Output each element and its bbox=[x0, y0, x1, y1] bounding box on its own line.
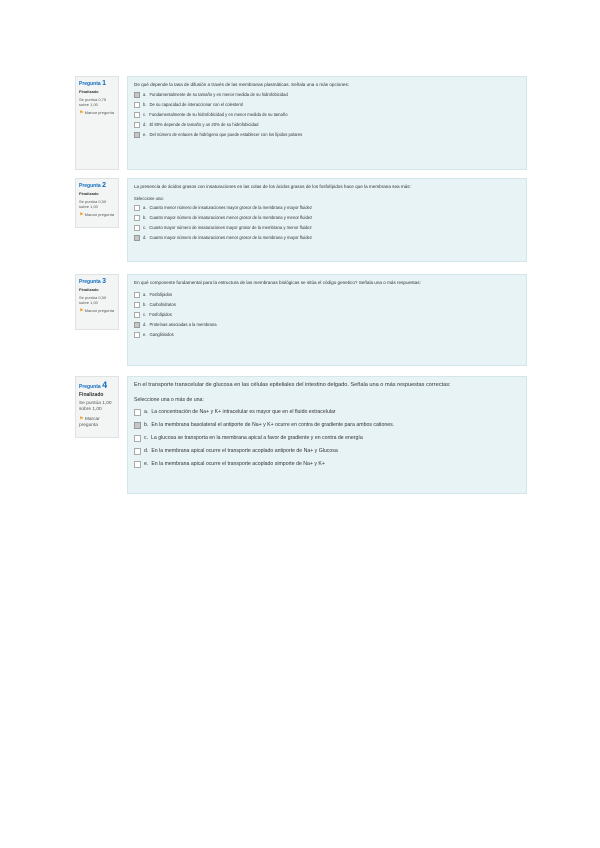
flag-question-link[interactable]: ⚑ Marcar pregunta bbox=[79, 212, 114, 218]
answer-list bbox=[134, 205, 520, 241]
answer-option[interactable]: b. Carbohidratos bbox=[134, 302, 520, 308]
checkbox[interactable] bbox=[134, 322, 140, 328]
question-content bbox=[127, 76, 527, 170]
question-3 bbox=[75, 274, 527, 366]
question-info bbox=[75, 76, 119, 170]
question-number: Pregunta 3 bbox=[79, 278, 106, 285]
answer-option[interactable]: b. En la membrana basolateral el antiporte de Na+ y K+ ocurre en contra de gradiente para ambos cationes. bbox=[134, 422, 520, 429]
question-grade: Se puntúa 0,75 sobre 1,00 bbox=[79, 97, 107, 107]
flag-question-link[interactable]: ⚑ Marcar pregunta bbox=[79, 416, 100, 428]
question-number: Pregunta 2 bbox=[79, 182, 106, 189]
radio-button[interactable] bbox=[134, 225, 140, 231]
checkbox[interactable] bbox=[134, 461, 141, 468]
question-state: Finalizado bbox=[79, 287, 99, 292]
flag-icon: ⚑ bbox=[79, 110, 84, 116]
radio-button[interactable] bbox=[134, 215, 140, 221]
question-content bbox=[127, 178, 527, 262]
checkbox[interactable] bbox=[134, 102, 140, 108]
checkbox[interactable] bbox=[134, 92, 140, 98]
checkbox[interactable] bbox=[134, 302, 140, 308]
flag-question-link[interactable]: ⚑ Marcar pregunta bbox=[79, 110, 114, 116]
question-content bbox=[127, 274, 527, 366]
answer-option[interactable]: c. Fosfolípidos bbox=[134, 312, 520, 318]
question-grade: Se puntúa 1,00 sobre 1,00 bbox=[79, 401, 112, 412]
answer-option[interactable]: a. Cuanto menor número de insaturaciones mayor grosor de la membrana y mayor fluidez bbox=[134, 205, 520, 211]
question-2 bbox=[75, 178, 527, 262]
answer-option[interactable]: d. En la membrana apical ocurre el transporte acoplado antiporte de Na+ y Glucosa bbox=[134, 448, 520, 455]
answer-option[interactable]: a. Fundamentalmente de su tamaño y en menor medida de su hidrofobicidad bbox=[134, 92, 520, 98]
flag-question-link[interactable]: ⚑ Marcar pregunta bbox=[79, 308, 114, 314]
checkbox[interactable] bbox=[134, 332, 140, 338]
question-content bbox=[127, 376, 527, 494]
question-state: Finalizado bbox=[79, 191, 99, 196]
answer-option[interactable]: d. Proteínas asociadas a la membrana bbox=[134, 322, 520, 328]
question-1 bbox=[75, 76, 527, 170]
answer-option[interactable]: e. Gangliósidos bbox=[134, 332, 520, 338]
answer-option[interactable]: c. Cuanto mayor número de insaturaciones mayor grosor de la membrana y menor fluidez bbox=[134, 225, 520, 231]
question-info bbox=[75, 178, 119, 228]
checkbox[interactable] bbox=[134, 422, 141, 429]
answer-option[interactable]: a. La concentración de Na+ y K+ intracelular es mayor que en el fluido extracelular bbox=[134, 409, 520, 416]
answer-list bbox=[134, 292, 520, 338]
question-grade: Se puntúa 0,50 sobre 1,00 bbox=[79, 295, 107, 305]
question-state: Finalizado bbox=[79, 89, 99, 94]
question-number: Pregunta 1 bbox=[79, 80, 106, 87]
question-text: En el transporte transcelular de glucosa en las células epiteliales del intestino delgado. Señala una o más respuestas correctas: bbox=[134, 382, 451, 388]
question-4 bbox=[75, 376, 527, 494]
checkbox[interactable] bbox=[134, 112, 140, 118]
checkbox[interactable] bbox=[134, 122, 140, 128]
radio-button[interactable] bbox=[134, 235, 140, 241]
answer-option[interactable]: d. Cuanto mayor número de insaturaciones menor grosor de la membrana y mayor fluidez bbox=[134, 235, 520, 241]
answer-option[interactable]: b. Cuanto mayor número de insaturaciones menor grosor de la membrana y menor fluidez bbox=[134, 215, 520, 221]
question-number: Pregunta 4 bbox=[79, 380, 108, 390]
answer-option[interactable]: c. Fundamentalmente de su hidrofobicidad y en menor medida de su tamaño bbox=[134, 112, 520, 118]
checkbox[interactable] bbox=[134, 132, 140, 138]
flag-icon: ⚑ bbox=[79, 308, 84, 314]
checkbox[interactable] bbox=[134, 292, 140, 298]
question-state: Finalizado bbox=[79, 392, 104, 398]
radio-button[interactable] bbox=[134, 205, 140, 211]
flag-icon: ⚑ bbox=[79, 212, 84, 218]
answer-option[interactable]: c. La glucosa se transporta en la membrana apical a favor de gradiente y en contra de energía bbox=[134, 435, 520, 442]
question-info bbox=[75, 274, 119, 330]
question-text: De qué depende la tasa de difusión a través de las membranas plasmáticas. Señala una o más opciones: bbox=[134, 82, 350, 87]
question-grade: Se puntúa 0,50 sobre 1,00 bbox=[79, 199, 107, 209]
answer-option[interactable]: b. De su capacidad de interaccionar con el colesterol bbox=[134, 102, 520, 108]
answer-option[interactable]: e. Del número de enlaces de hidrógeno que puede establecer con los lípidos polares bbox=[134, 132, 520, 138]
answer-option[interactable]: d. El 80% depende de tamaño y un 20% de su hidrofobicidad bbox=[134, 122, 520, 128]
question-text: La presencia de ácidos grasos con insaturaciones en las colas de los ácidos grasos de los fosfolípidos hace que la membrana sea más: bbox=[134, 184, 411, 189]
answer-list bbox=[134, 409, 520, 468]
answer-option[interactable]: e. En la membrana apical ocurre el transporte acoplado simporte de Na+ y K+ bbox=[134, 461, 520, 468]
question-info bbox=[75, 376, 119, 438]
checkbox[interactable] bbox=[134, 435, 141, 442]
answer-prompt: Seleccione una o más de una: bbox=[134, 397, 204, 403]
checkbox[interactable] bbox=[134, 448, 141, 455]
answer-option[interactable]: a. Fosfolípidos bbox=[134, 292, 520, 298]
question-text: En qué componente fundamental para la estructura de las membranas biológicas se sitúa el código genetico? Señala una o más respuestas: bbox=[134, 280, 421, 285]
checkbox[interactable] bbox=[134, 409, 141, 416]
checkbox[interactable] bbox=[134, 312, 140, 318]
answer-list bbox=[134, 92, 520, 138]
answer-prompt: Seleccione una: bbox=[134, 196, 164, 201]
flag-icon: ⚑ bbox=[79, 416, 84, 422]
